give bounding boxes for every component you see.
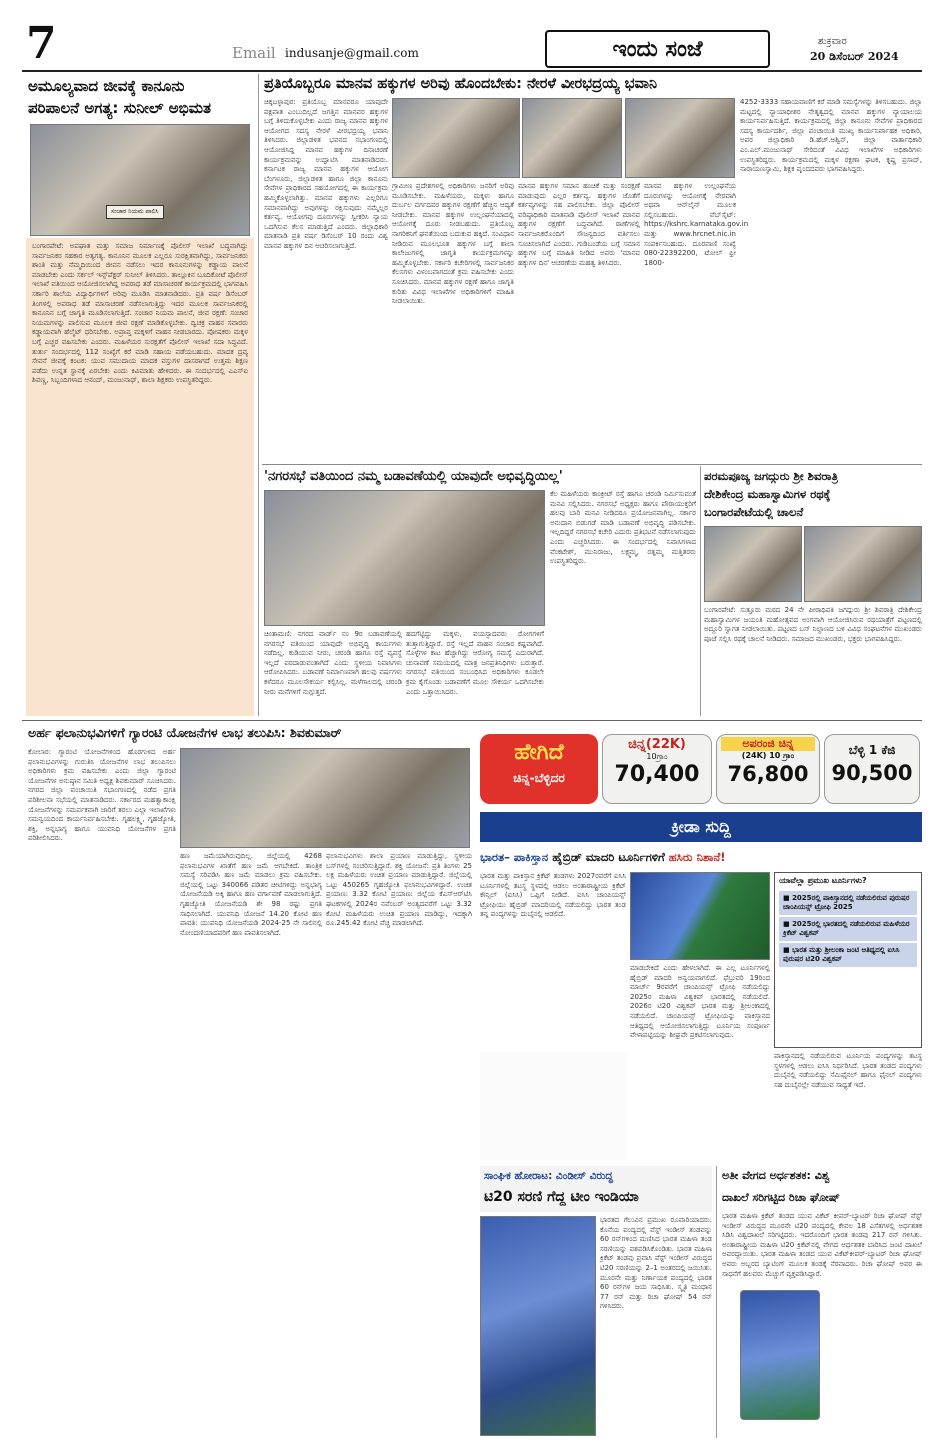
- story4-headline-3: ಬಂಗಾರಪೇಟೆಯಲ್ಲಿ ಚಾಲನೆ: [704, 505, 804, 519]
- sports-section-bar: [480, 812, 922, 842]
- paper-name: ಇಂದು ಸಂಜೆ: [612, 36, 703, 62]
- story1-body: ಬಂಗಾರಪೇಟೆ: ಅಪಘಾತ ಮತ್ತು ಸಮಾಜ ನಿರ್ಮಾಣಕ್ಕೆ ಪೊಲೀಸ್ ಇಲಾಖೆ ಬದ್ಧವಾಗಿದ್ದು ಸಾರ್ವಜನಿಕರ ಸಹಕಾರ ಅತ್ಯಗತ್ಯ. ಕಾನೂನಿನ ಮೂಲಕ ಎಲ್ಲರೂ ಸುರಕ್ಷಿತವಾಗಿದ್ದು, ಸಾರ್ವಜನಿಕರು ಶಾಂತಿ ಮತ್ತು ನೆಮ್ಮದಿಯಿಂದ ಜೀವನ ನಡೆಸಲು ಇದರ ಕಾನೂನುಗಳನ್ನು ಕಡ್ಡಾಯ ಪಾಲನೆ ಮಾಡಬೇಕು ಎಂದು ಸರ್ಕಲ್ ಇನ್ಸ್‌ಪೆಕ್ಟರ್ ಸುನೀಲ್ ತಿಳಿಸಿದರು. ತಾಲ್ಲೂಕಿನ ಬೂದಿಕೋಟೆ ಪೊಲೀಸ್ ಇಲಾಖೆ ವತಿಯಿಂದ ಆಯೋಜಿಸಲಾಗಿದ್ದ ಅಪರಾಧ ತಡೆ ಮಾಸಾಚರಣೆ ಕಾರ್ಯಕ್ರಮದಲ್ಲಿ ಭಾಗವಹಿಸಿ ಸರ್ಕಾರಿ ಶಾಲೆಯ ವಿದ್ಯಾರ್ಥಿಗಳಿಗೆ ಅರಿವು ಮೂಡಿಸಿ ಮಾತನಾಡಿದರು. ಪ್ರತಿ ವರ್ಷ ಡಿಸೆಂಬರ್ ತಿಂಗಳಲ್ಲಿ ಅಪರಾಧ ತಡೆ ಮಾಸಾಚರಣೆ ನಡೆಸಲಾಗುತ್ತಿದ್ದು ಇದರ ಮೂಲಕ ಸಾರ್ವಜನಿಕರಲ್ಲಿ ಕಾನೂನಿನ ಬಗ್ಗೆ ಜಾಗೃತಿ ಮೂಡಿಸಲಾಗುತ್ತಿದೆ. ಸಂಚಾರ ನಿಯಮ ಪಾಲನೆ, ಜೀವ ರಕ್ಷಣೆ: ಸಂಚಾರ ನಿಯಮಗಳನ್ನು ಪಾಲಿಸುವ ಮೂಲಕ ಜೀವ ರಕ್ಷಣೆ ಮಾಡಿಕೊಳ್ಳಬೇಕು. ದ್ವಿಚಕ್ರ ವಾಹನ ಸವಾರರು ಕಡ್ಡಾಯವಾಗಿ ಹೆಲ್ಮೆಟ್ ಧರಿಸಬೇಕು. ಅಪ್ರಾಪ್ತ ಮಕ್ಕಳಿಗೆ ವಾಹನ ನೀಡಬಾರದು. ಪೋಷಕರು ಮಕ್ಕಳ ಬಗ್ಗೆ ಎಚ್ಚರ ವಹಿಸಬೇಕು ಎಂದರು. ಮಹಿಳೆಯರ ಸುರಕ್ಷತೆಗೆ ಪೊಲೀಸ್ ಇಲಾಖೆ ಸದಾ ಸಿದ್ಧವಿದೆ. ತುರ್ತು ಸಂದರ್ಭದಲ್ಲಿ 112 ಸಂಖ್ಯೆಗೆ ಕರೆ ಮಾಡಿ ಸಹಾಯ ಪಡೆಯಬಹುದು. ಮಾದಕ ದ್ರವ್ಯ ಸೇವನೆ ಜೀವಕ್ಕೆ ಕಂಟಕ: ಯುವ ಸಮುದಾಯ ಮಾದಕ ವಸ್ತುಗಳ ದಾಸರಾಗದೆ ಉತ್ತಮ ಶಿಕ್ಷಣ ಪಡೆದು ಉನ್ನತ ಸ್ಥಾನಕ್ಕೆ ಏರಬೇಕು ಎಂದು ಕಿವಿಮಾತು ಹೇಳಿದರು. ಈ ಸಂದರ್ಭದಲ್ಲಿ ಎಎಸ್‌ಐ ಶಿವಣ್ಣ, ಸಿಬ್ಬಂದಿಗಳಾದ ಆನಂದ್, ಮಂಜುನಾಥ್, ಶಾಲಾ ಶಿಕ್ಷಕರು ಉಪಸ್ಥಿತರಿದ್ದರು.: [32, 242, 248, 385]
- gold-24k-unit: (24K) 10 ಗ್ರಾಂ: [741, 751, 795, 760]
- gold-24k-box: [716, 734, 820, 804]
- gold-22k-label: ಚಿನ್ನ(22K): [628, 737, 686, 752]
- sports2-headline-box: [480, 1166, 712, 1212]
- sports-box-item: [779, 891, 917, 915]
- sports-headline: [480, 848, 922, 866]
- story5-col2: ಹಣ ಜಮೆಯಾಗಿರುವುದಿಲ್ಲ. ಜಿಲ್ಲೆಯಲ್ಲಿ 4268 ಫಲಾನುಭವಿಗಳ ಖಾತೆಗೆ ಹಣ ಜಮೆ ಆಗಬೇಕಿದೆ. ತಾಂತ್ರಿಕ ಸಮಸ್ಯೆ ಸರಿಪಡಿಸಿ ಹಣ ಜಮೆ ಮಾಡಲು ಕ್ರಮ ವಹಿಸಬೇಕು. ಜಿಲ್ಲೆಯಲ್ಲಿ ಒಟ್ಟು 340066 ಪಡಿತರ ಚೀಟಿಗಳಿದ್ದು ಅನ್ನಭಾಗ್ಯ ಯೋಜನೆಯಡಿ ಅಕ್ಕಿ ಹಾಗೂ ಹಣ ವರ್ಗಾವಣೆ ಮಾಡಲಾಗುತ್ತಿದೆ. ಗೃಹಜ್ಯೋತಿ ಯೋಜನೆಯಡಿ ಶೇ 98 ರಷ್ಟು ಪ್ರಗತಿ ಸಾಧಿಸಲಾಗಿದೆ. ಯುವನಿಧಿ ಯೋಜನೆ 14.20 ಕೋಟಿ ಹಣ ಪಾವತಿ: ಯುವನಿಧಿ ಯೋಜನೆಯಡಿ 2024-25 ನೇ ಸಾಲಿನಲ್ಲಿ ನೋಂದಣಿಯಾದವರಿಗೆ ಹಣ ಪಾವತಿಸಲಾಗಿದೆ.: [180, 852, 322, 937]
- sports-box-item: [779, 917, 917, 941]
- sports3-photo: [740, 1290, 820, 1420]
- gold-24k-value: 76,800: [727, 762, 809, 786]
- silver-label: ಬೆಳ್ಳಿ 1 ಕೆಜಿ: [848, 743, 896, 757]
- sports-col1: ಭಾರತ ಮತ್ತು ಪಾಕಿಸ್ತಾನ ಕ್ರಿಕೆಟ್ ತಂಡಗಳು 2027ರವರೆಗೆ ಐಸಿಸಿ ಟೂರ್ನಿಗಳಲ್ಲಿ ತಟಸ್ಥ ಸ್ಥಳದಲ್ಲಿ ಆಡಲು ಅಂತಾರಾಷ್ಟ್ರೀಯ ಕ್ರಿಕೆಟ್ ಕೌನ್ಸಿಲ್ (ಐಸಿಸಿ) ಒಪ್ಪಿಗೆ ನೀಡಿದೆ. ಐಸಿಸಿ ಚಾಂಪಿಯನ್ಸ್ ಟ್ರೋಫಿಯು ಹೈಬ್ರಿಡ್ ಮಾದರಿಯಲ್ಲಿ ನಡೆಯಲಿದ್ದು ಭಾರತ ತಂಡ ತನ್ನ ಪಂದ್ಯಗಳನ್ನು ದುಬೈನಲ್ಲಿ ಆಡಲಿದೆ.: [480, 872, 626, 919]
- story1-photo: [30, 124, 250, 236]
- sports-box-bullet-icon: ■: [783, 920, 793, 928]
- sports-box-title: ಯಾವೆಲ್ಲಾ ಪ್ರಮುಖ ಟೂರ್ನಿಗಳು?: [775, 873, 921, 889]
- sports-headline-part1: ಭಾರತ– ಪಾಕಿಸ್ತಾನ: [480, 850, 549, 864]
- sports-headline-part2: ಹೈಬ್ರಿಡ್ ಮಾದರಿ ಟೂರ್ನಿಗಳಿಗೆ: [552, 850, 665, 864]
- story4-headline-2: ದೇಶಿಕೇಂದ್ರ ಮಹಾಸ್ವಾಮಿಗಳ ರಥಕ್ಕೆ: [704, 487, 831, 501]
- sports2-divider: [716, 1166, 717, 1438]
- page-number: 7: [26, 18, 57, 69]
- story1-headline-2: ಪರಿಪಾಲನೆ ಅಗತ್ಯ: ಸುನೀಲ್ ಅಭಿಮತ: [28, 99, 211, 117]
- gold-title-2: ಚಿನ್ನ-ಬೆಳ್ಳಿದರ: [513, 771, 565, 785]
- gold-title-1: ಹೇಗಿದೆ: [514, 740, 564, 765]
- story3-headline: 'ನಗರಸಭೆ ವತಿಯಿಂದ ನಮ್ಮ ಬಡಾವಣೆಯಲ್ಲಿ ಯಾವುದೇ ಅಭಿವೃದ್ಧಿಯಿಲ್ಲ': [264, 469, 563, 484]
- email-label: Email: [232, 44, 276, 62]
- story3-col3: ಕೆಲ ಮಹಿಳೆಯರು ಕಾಂಕ್ರೀಟ್ ರಸ್ತೆ ಹಾಗೂ ಚರಂಡಿ ನಿರ್ಮಿಸುವಂತೆ ಮನವಿ ಸಲ್ಲಿಸಿದರು. ನಗರಸಭೆ ಅಧ್ಯಕ್ಷರು ಹಾಗೂ ಪೌರಾಯುಕ್ತರಿಗೆ ಹಲವು ಬಾರಿ ಮನವಿ ನೀಡಿದರೂ ಪ್ರಯೋಜನವಾಗಿಲ್ಲ. ಸರ್ಕಾರ ಅನುದಾನ ಬಿಡುಗಡೆ ಮಾಡಿ ಬಡಾವಣೆ ಅಭಿವೃದ್ಧಿ ಪಡಿಸಬೇಕು. ಇಲ್ಲದಿದ್ದರೆ ನಗರಸಭೆ ಕಚೇರಿ ಎದುರು ಪ್ರತಿಭಟನೆ ನಡೆಸಲಾಗುವುದು ಎಂದು ಎಚ್ಚರಿಸಿದರು. ಈ ಸಂದರ್ಭದಲ್ಲಿ ನಿವಾಸಿಗಳಾದ ವೆಂಕಟೇಶ್, ಮುನಿರಾಜು, ಲಕ್ಷ್ಮಮ್ಮ, ರತ್ನಮ್ಮ ಮತ್ತಿತರರು ಉಪಸ್ಥಿತರಿದ್ದರು.: [550, 490, 696, 566]
- sports-section-title: ಕ್ರೀಡಾ ಸುದ್ದಿ: [671, 817, 731, 836]
- story5-col3: ಫಲಾನುಭವಿಗಳು ಶಾಲಾ ಪ್ರಯಾಣ ಮಾಡುತ್ತಿದ್ದು, ಸ್ಥಳೀಯ ಬಸ್‌ಗಳಲ್ಲಿ ಸಂಚರಿಸುತ್ತಿದ್ದಾರೆ. ಶಕ್ತಿ ಯೋಜನೆ: ಪ್ರತಿ ತಿಂಗಳು 25 ಲಕ್ಷ ಮಹಿಳೆಯರು ಉಚಿತ ಪ್ರಯಾಣ ಮಾಡುತ್ತಿದ್ದಾರೆ. ಜಿಲ್ಲೆಯಲ್ಲಿ ಒಟ್ಟು 450265 ಗೃಹಜ್ಯೋತಿ ಫಲಾನುಭವಿಗಳಿದ್ದಾರೆ. ಉಚಿತ ಪ್ರಯಾಣ: 3.32 ಕೋಟಿ ಪ್ರಯಾಣ: ಜಿಲ್ಲೆಯ ಕೆಎಸ್ಆರ್‌ಟಿಸಿ ಘಟಕಗಳಲ್ಲಿ 2024ರ ನವೆಂಬರ್ ಅಂತ್ಯದವರೆಗೆ ಒಟ್ಟು 3.32 ಕೋಟಿ ಮಹಿಳೆಯರು ಉಚಿತ ಪ್ರಯಾಣ ಮಾಡಿದ್ದು, ಇದಕ್ಕಾಗಿ ರೂ.245.42 ಕೋಟಿ ವೆಚ್ಚ ಮಾಡಲಾಗಿದೆ.: [326, 852, 472, 928]
- gold-rate-box: [480, 734, 598, 804]
- story2-col5: 4252-3333 ಸಹಾಯವಾಣಿಗೆ ಕರೆ ಮಾಡಿ ಸಮಸ್ಯೆಗಳನ್ನು ತಿಳಿಸಬಹುದು. ಜಿಲ್ಲಾ ಮಟ್ಟದಲ್ಲಿ ನ್ಯಾಯಾಧೀಶರ ನೇತೃತ್ವದಲ್ಲಿ ಮಾನವ ಹಕ್ಕುಗಳ ನ್ಯಾಯಾಲಯ ಕಾರ್ಯನಿರ್ವಹಿಸುತ್ತಿದೆ. ಕಾರ್ಯಕ್ರಮದಲ್ಲಿ ಜಿಲ್ಲಾ ಕಾನೂನು ಸೇವೆಗಳ ಪ್ರಾಧಿಕಾರದ ಸದಸ್ಯ ಕಾರ್ಯದರ್ಶಿ, ಜಿಲ್ಲಾ ಪಂಚಾಯಿತಿ ಮುಖ್ಯ ಕಾರ್ಯನಿರ್ವಾಹಕ ಅಧಿಕಾರಿ, ಅಪರ ಜಿಲ್ಲಾಧಿಕಾರಿ ಡಿ.ಹೆಚ್.ಅಶ್ವಿನ್, ಜಿಲ್ಲಾ ವಾರ್ತಾಧಿಕಾರಿ ಎಂ.ಎಲ್.ಮಂಜುನಾಥ್ ಸೇರಿದಂತೆ ವಿವಿಧ ಇಲಾಖೆಗಳ ಅಧಿಕಾರಿಗಳು ಉಪಸ್ಥಿತರಿದ್ದರು. ಕಾರ್ಯಕ್ರಮದಲ್ಲಿ ಮಕ್ಕಳ ರಕ್ಷಣಾ ಘಟಕ, ಕೃಷ್ಣ ಪ್ರಸಾದ್, ನಾರಾಯಣಸ್ವಾಮಿ, ಶಿಕ್ಷಕ ವೃಂದದವರು ಭಾಗವಹಿಸಿದ್ದರು.: [740, 98, 922, 174]
- story2-col1: ಚಿಕ್ಕಬಳ್ಳಾಪುರ: ಪ್ರತಿಯೊಬ್ಬ ಮಾನವರೂ ಯಾವುದೇ ಪಕ್ಷಪಾತ ಎಂಬುದಿಲ್ಲದೆ ಜಗತ್ತಿನ ಮಾನವರ ಹಕ್ಕುಗಳ ಬಗ್ಗೆ ತಿಳಿದುಕೊಳ್ಳಬೇಕು ಎಂದು ರಾಜ್ಯ ಮಾನವ ಹಕ್ಕುಗಳ ಆಯೋಗದ ಸದಸ್ಯ ನೇರಳೆ ವೀರಭದ್ರಯ್ಯ ಭವಾನಿ ತಿಳಿಸಿದರು. ಜಿಲ್ಲಾಡಳಿತ ಭವನದ ಸಭಾಂಗಣದಲ್ಲಿ ಆಯೋಜಿಸಿದ್ದ ಮಾನವ ಹಕ್ಕುಗಳ ದಿನಾಚರಣೆ ಕಾರ್ಯಕ್ರಮವನ್ನು ಉದ್ಘಾಟಿಸಿ ಮಾತನಾಡಿದರು. ಕರ್ನಾಟಕ ರಾಜ್ಯ ಮಾನವ ಹಕ್ಕುಗಳ ಆಯೋಗ ಬೆಂಗಳೂರು, ಜಿಲ್ಲಾಡಳಿತ ಹಾಗೂ ಜಿಲ್ಲಾ ಕಾನೂನು ಸೇವೆಗಳ ಪ್ರಾಧಿಕಾರದ ಸಹಯೋಗದಲ್ಲಿ ಈ ಕಾರ್ಯಕ್ರಮ ಹಮ್ಮಿಕೊಳ್ಳಲಾಗಿತ್ತು. ಮಾನವ ಹಕ್ಕುಗಳು ಎಲ್ಲರಿಗೂ ಸಮಾನವಾಗಿದ್ದು ಅವುಗಳನ್ನು ರಕ್ಷಿಸುವುದು ನಮ್ಮೆಲ್ಲರ ಕರ್ತವ್ಯ. ಆಯೋಗವು ದೂರುಗಳನ್ನು ಸ್ವೀಕರಿಸಿ ನ್ಯಾಯ ಒದಗಿಸುವ ಕೆಲಸ ಮಾಡುತ್ತಿದೆ ಎಂದರು. ಜಿಲ್ಲಾಧಿಕಾರಿ ಮಾತನಾಡಿ ಪ್ರತಿ ವರ್ಷ ಡಿಸೆಂಬರ್ 10 ರಂದು ವಿಶ್ವ ಮಾನವ ಹಕ್ಕುಗಳ ದಿನ ಆಚರಿಸಲಾಗುತ್ತಿದೆ.: [264, 98, 388, 250]
- email-address[interactable]: indusanje@gmail.com: [285, 46, 419, 60]
- sports-box-item-text: ಭಾರತ ಮತ್ತು ಶ್ರೀಲಂಕಾ ಜಂಟಿ ಆತಿಥ್ಯದಲ್ಲಿ ಐಸಿಸಿ ಪುರುಷರ ಟಿ20 ವಿಶ್ವಕಪ್: [783, 946, 900, 963]
- weekday: ಶುಕ್ರವಾರ: [818, 36, 847, 47]
- sports-box-bullet-icon: ■: [783, 894, 793, 902]
- gold-22k-value: 70,400: [614, 762, 700, 787]
- story3-photo: [264, 490, 545, 626]
- story2-bottom-rule: [262, 464, 922, 465]
- story4-photo-1: [704, 526, 802, 602]
- story2-photo-1: [392, 98, 520, 178]
- issue-date: 20 ಡಿಸೆಂಬರ್ 2024: [810, 50, 899, 63]
- story2-photo-3: [625, 98, 735, 178]
- sports-photo: [630, 872, 770, 960]
- masthead-rule: [22, 70, 922, 72]
- sports-box-item: [779, 943, 917, 967]
- story2-col3: ಮಾನವ ಹಕ್ಕುಗಳ ಸಮಾನ ಹಂಚಿಕೆ ಮತ್ತು ಸಂರಕ್ಷಣೆ ಮಾಡುವುದು ಎಲ್ಲರ ಕರ್ತವ್ಯ. ಹಕ್ಕುಗಳ ಜೊತೆಗೆ ಕರ್ತವ್ಯಗಳನ್ನು ಸಹ ಪಾಲಿಸಬೇಕು. ಜಿಲ್ಲಾ ಪೊಲೀಸ್ ವರಿಷ್ಠಾಧಿಕಾರಿ ಮಾತನಾಡಿ ಪೊಲೀಸ್ ಇಲಾಖೆ ಮಾನವ ಹಕ್ಕುಗಳ ರಕ್ಷಣೆಗೆ ಬದ್ಧವಾಗಿದೆ. ಠಾಣೆಗಳಲ್ಲಿ ಸಾರ್ವಜನಿಕರೊಂದಿಗೆ ಸೌಜನ್ಯದಿಂದ ವರ್ತಿಸಲು ಸೂಚಿಸಲಾಗಿದೆ ಎಂದರು. ಗುಡಿಬಂಡೆಯ ಬಗ್ಗೆ ಸಮಾನ ಹಕ್ಕುಗಳ ಬಗ್ಗೆ ಮಾಹಿತಿ ನೀಡಿದ ಅವರು 'ಮಾನವ ಹಕ್ಕುಗಳ ದಿನ' ಆಚರಣೆಯ ಮಹತ್ವ ತಿಳಿಸಿದರು.: [518, 182, 640, 267]
- sports2-photo: [480, 1216, 596, 1436]
- sports-box-item-text: 2025ರಲ್ಲಿ ಭಾರತದಲ್ಲಿ ನಡೆಯಲಿರುವ ಮಹಿಳೆಯರ ಕ್ರಿಕೆಟ್ ವಿಶ್ವಕಪ್: [783, 920, 910, 937]
- story4-headline-1: ಪರಮಪೂಜ್ಯ ಜಗದ್ಗುರು ಶ್ರೀ ಶಿವರಾತ್ರಿ: [704, 469, 839, 483]
- sports3-body: ಭಾರತ ಮಹಿಳಾ ಕ್ರಿಕೆಟ್ ತಂಡದ ಯುವ ವಿಕೆಟ್ ಕೀಪರ್-ಬ್ಯಾಟರ್ ರಿಚಾ ಘೋಷ್ ವೆಸ್ಟ್ ಇಂಡೀಸ್ ವಿರುದ್ಧದ ಮೂರನೇ ಟಿ20 ಪಂದ್ಯದಲ್ಲಿ ಕೇವಲ 18 ಎಸೆತಗಳಲ್ಲಿ ಅರ್ಧಶತಕ ಸಿಡಿಸಿ ವಿಶ್ವದಾಖಲೆ ಸರಿಗಟ್ಟಿದರು. ಇದರೊಂದಿಗೆ ಭಾರತ ತಂಡವು 217 ರನ್ ಗಳಿಸಿತು. ಅಂತಾರಾಷ್ಟ್ರೀಯ ಮಹಿಳಾ ಟಿ20 ಕ್ರಿಕೆಟ್‌ನಲ್ಲಿ ವೇಗದ ಅರ್ಧಶತಕ ಬಾರಿಸಿದ ಜಂಟಿ ದಾಖಲೆ ಅವರದ್ದಾಯಿತು. ಭಾರತ ಮಹಿಳಾ ತಂಡದ ಯುವ ವಿಕೆಟ್‌ಕೀಪರ್-ಬ್ಯಾಟರ್ ರಿಚಾ ಘೋಷ್ ಅವರು ಅಬ್ಬರದ ಬ್ಯಾಟಿಂಗ್ ಮೂಲಕ ತಂಡಕ್ಕೆ ನೆರವಾದರು. ರಿಚಾ ಘೋಷ್ ಅವರ ಈ ಸಾಧನೆಗೆ ಹಲವರು ಮೆಚ್ಚುಗೆ ವ್ಯಕ್ತಪಡಿಸಿದ್ದಾರೆ.: [722, 1212, 922, 1278]
- story5-photo: [180, 748, 470, 848]
- sports-col1b: [480, 1052, 626, 1160]
- story1-divider: [258, 74, 259, 716]
- sports-box-bullet-icon: ■: [783, 946, 793, 954]
- sports-headline-part3: ಹಸಿರು ನಿಶಾನೆ!: [668, 850, 726, 864]
- sports3-headline-1: ಅತೀ ವೇಗದ ಅರ್ಧಶತಕ: ವಿಶ್ವ: [722, 1169, 830, 1182]
- gold-22k-unit: 10ಗ್ರಾಂ: [646, 752, 668, 761]
- sports-col3: ಪಾಕಿಸ್ತಾನದಲ್ಲಿ ನಡೆಯಲಿರುವ ಟೂರ್ನಿಯ ಪಂದ್ಯಗಳನ್ನು ತಟಸ್ಥ ಸ್ಥಳಗಳಲ್ಲಿ ಆಡಲು ಐಸಿಸಿ ನಿರ್ಧರಿಸಿದೆ. ಭಾರತ ತಂಡದ ಪಂದ್ಯಗಳು ದುಬೈನಲ್ಲಿ ನಡೆಯಲಿದ್ದು ಸೆಮಿಫೈನಲ್ ಹಾಗೂ ಫೈನಲ್ ಪಂದ್ಯಗಳು ಸಹ ದುಬೈನಲ್ಲೇ ನಡೆಯುವ ಸಾಧ್ಯತೆ ಇದೆ.: [774, 1052, 922, 1089]
- sports-box: [774, 872, 922, 1048]
- silver-value: 90,500: [831, 761, 913, 785]
- sports-box-item-text: 2025ರಲ್ಲಿ ಪಾಕಿಸ್ತಾನದಲ್ಲಿ ನಡೆಯಲಿರುವ ಪುರುಷರ ಚಾಂಪಿಯನ್ಸ್ ಟ್ರೋಫಿ 2025: [783, 894, 910, 911]
- story3-col1: ಚಿಂತಾಮಣಿ: ನಗರದ ವಾರ್ಡ್ ನಂ 9ರ ಬಡಾವಣೆಯಲ್ಲಿ ನಗರಸಭೆ ವತಿಯಿಂದ ಯಾವುದೇ ಅಭಿವೃದ್ಧಿ ಕಾರ್ಯಗಳು ನಡೆದಿಲ್ಲ. ಕುಡಿಯುವ ನೀರು, ಚರಂಡಿ ಹಾಗೂ ರಸ್ತೆ ವ್ಯವಸ್ಥೆ ಇಲ್ಲದೆ ಪರದಾಡುವಂತಾಗಿದೆ ಎಂದು ಸ್ಥಳೀಯ ನಿವಾಸಿಗಳು ಆರೋಪಿಸಿದರು. ಬಡಾವಣೆ ನಿರ್ಮಾಣವಾಗಿ ಹಲವು ವರ್ಷಗಳು ಕಳೆದರೂ ಮೂಲಸೌಕರ್ಯ ಕಲ್ಪಿಸಿಲ್ಲ. ಮಳೆಗಾಲದಲ್ಲಿ ಚರಂಡಿ ನೀರು ಮನೆಗಳಿಗೆ ನುಗ್ಗುತ್ತದೆ.: [264, 630, 402, 696]
- story2-col2: ಗ್ರಾಮೀಣ ಪ್ರದೇಶಗಳಲ್ಲಿ ಅಧಿಕಾರಿಗಳು ಜನರಿಗೆ ಅರಿವು ಮೂಡಿಸಬೇಕು. ಮಹಿಳೆಯರು, ಮಕ್ಕಳು ಹಾಗೂ ದುರ್ಬಲ ವರ್ಗದವರ ಹಕ್ಕುಗಳ ರಕ್ಷಣೆಗೆ ಹೆಚ್ಚಿನ ಆದ್ಯತೆ ನೀಡಬೇಕು. ಮಾನವ ಹಕ್ಕುಗಳ ಉಲ್ಲಂಘನೆಯಾದಲ್ಲಿ ಆಯೋಗಕ್ಕೆ ದೂರು ನೀಡಬಹುದು. ಪ್ರತಿಯೊಬ್ಬ ನಾಗರಿಕನಿಗೆ ಘನತೆಯಿಂದ ಬದುಕುವ ಹಕ್ಕಿದೆ. ಸಂವಿಧಾನ ನೀಡಿರುವ ಮೂಲಭೂತ ಹಕ್ಕುಗಳ ಬಗ್ಗೆ ಶಾಲಾ ಕಾಲೇಜುಗಳಲ್ಲಿ ಜಾಗೃತಿ ಕಾರ್ಯಕ್ರಮಗಳನ್ನು ಹಮ್ಮಿಕೊಳ್ಳಬೇಕು. ಸರ್ಕಾರಿ ಕಚೇರಿಗಳಲ್ಲಿ ಸಾರ್ವಜನಿಕರ ಕೆಲಸಗಳು ವಿಳಂಬವಾಗದಂತೆ ಕ್ರಮ ವಹಿಸಬೇಕು ಎಂದು ಸೂಚಿಸಿದರು. ಮಾನವ ಹಕ್ಕುಗಳ ರಕ್ಷಣೆ ಹಾಗೂ ಜಾಗೃತಿ ಕುರಿತು ವಿವಿಧ ಇಲಾಖೆಗಳ ಅಧಿಕಾರಿಗಳಿಗೆ ಮಾಹಿತಿ ನೀಡಲಾಯಿತು.: [392, 182, 514, 306]
- sports2-headline-1: ಸಾಂಘಿಕ ಹೋರಾಟ: ವಿಂಡೀಸ್ ವಿರುದ್ಧ: [484, 1170, 613, 1182]
- gold-24k-label: ಅಪರಂಜಿ ಚಿನ್ನ: [721, 737, 815, 751]
- sports-col2: ಮಾಡಬೇಕಿದೆ ಎಂದು ಹೇಳಲಾಗಿದೆ. ಈ ಎಲ್ಲ ಟೂರ್ನಿಗಳಲ್ಲಿ ಹೈಬ್ರಿಡ್ ಮಾದರಿ ಅನ್ವಯವಾಗಲಿದೆ. ಫೆಬ್ರುವರಿ 19ರಿಂದ ಮಾರ್ಚ್ 9ರವರೆಗೆ ಚಾಂಪಿಯನ್ಸ್ ಟ್ರೋಫಿ ನಡೆಯಲಿದ್ದು 2025ರ ಮಹಿಳಾ ವಿಶ್ವಕಪ್ ಭಾರತದಲ್ಲಿ ನಡೆಯಲಿದೆ. 2026ರ ಟಿ20 ವಿಶ್ವಕಪ್ ಭಾರತ ಮತ್ತು ಶ್ರೀಲಂಕಾದಲ್ಲಿ ನಡೆಯಲಿದೆ. ಚಾಂಪಿಯನ್ಸ್ ಟ್ರೋಫಿಯನ್ನು ಪಾಕಿಸ್ತಾನದ ಆತಿಥ್ಯದಲ್ಲಿ ಆಯೋಜಿಸಲಾಗುತ್ತಿದ್ದು ಟೂರ್ನಿಯ ಸಂಪೂರ್ಣ ವೇಳಾಪಟ್ಟಿಯನ್ನು ಶೀಘ್ರವೇ ಪ್ರಕಟಿಸಲಾಗುವುದು.: [630, 964, 770, 1040]
- story1-banner: ಸಂಚಾರ ನಿಯಮ ಪಾಲಿಸಿ: [106, 205, 164, 219]
- story1-headline-1: ಅಮೂಲ್ಯವಾದ ಜೀವಕ್ಕೆ ಕಾನೂನು: [28, 77, 185, 95]
- masthead-logo: [545, 30, 770, 68]
- story3-divider: [700, 466, 701, 716]
- story2-photo-2: [522, 98, 622, 178]
- story2-headline: ಪ್ರತಿಯೊಬ್ಬರೂ ಮಾನವ ಹಕ್ಕುಗಳ ಅರಿವು ಹೊಂದಬೇಕು: ನೇರಳೆ ವೀರಭದ್ರಯ್ಯ ಭವಾನಿ: [264, 76, 658, 92]
- sports2-col1: ಭಾರತದ ಗೆಲುವಿನ ಪ್ರಮುಖ ರೂವಾರಿಯಾದರು. ಕೊನೆಯ ಪಂದ್ಯದಲ್ಲಿ ವೆಸ್ಟ್ ಇಂಡೀಸ್ ತಂಡವನ್ನು 60 ರನ್‌ಗಳಿಂದ ಮಣಿಸಿದ ಭಾರತ ಮಹಿಳಾ ತಂಡ ಸರಣಿಯನ್ನು ವಶಪಡಿಸಿಕೊಂಡಿತು. ಭಾರತ ಮಹಿಳಾ ಕ್ರಿಕೆಟ್ ತಂಡವು ಪ್ರವಾಸಿ ವೆಸ್ಟ್ ಇಂಡೀಸ್ ವಿರುದ್ಧದ ಟಿ20 ಸರಣಿಯನ್ನು 2–1 ಅಂತರದಲ್ಲಿ ಜಯಿಸಿತು. ಮೂರನೇ ಮತ್ತು ನಿರ್ಣಾಯಕ ಪಂದ್ಯದಲ್ಲಿ ಭಾರತ 60 ರನ್‌ಗಳ ಜಯ ಸಾಧಿಸಿತು. ಸ್ಮೃತಿ ಮಂಧಾನ 77 ರನ್ ಮತ್ತು ರಿಚಾ ಘೋಷ್ 54 ರನ್ ಗಳಿಸಿದರು.: [600, 1216, 712, 1311]
- story4-photo-2: [804, 526, 922, 602]
- gold-22k-box: [602, 734, 712, 804]
- story4-body: ಬಂಗಾರಪೇಟೆ: ಸುತ್ತೂರು ಮಠದ 24 ನೇ ಪೀಠಾಧಿಪತಿ ಜಗದ್ಗುರು ಶ್ರೀ ಶಿವರಾತ್ರಿ ದೇಶಿಕೇಂದ್ರ ಮಹಾಸ್ವಾಮಿಗಳ ಜಯಂತಿ ಮಹೋತ್ಸವದ ಅಂಗವಾಗಿ ಆಯೋಜಿಸಿರುವ ರಥಯಾತ್ರೆಗೆ ಪಟ್ಟಣದಲ್ಲಿ ಅದ್ದೂರಿ ಸ್ವಾಗತ ನೀಡಲಾಯಿತು. ಪಟ್ಟಣದ ಬಸ್ ನಿಲ್ದಾಣದ ಬಳಿ ವಿವಿಧ ಸಂಘಟನೆಗಳ ಮುಖಂಡರು ಪೂಜೆ ಸಲ್ಲಿಸಿ ರಥಕ್ಕೆ ಚಾಲನೆ ನೀಡಿದರು. ಸಮಾಜದ ಮುಖಂಡರು, ಭಕ್ತರು ಭಾಗವಹಿಸಿದ್ದರು.: [704, 606, 922, 643]
- story5-headline: ಅರ್ಹ ಫಲಾನುಭವಿಗಳಿಗೆ ಗ್ಯಾರಂಟಿ ಯೋಜನೆಗಳ ಲಾಭ ತಲುಪಿಸಿ: ಶಿವಕುಮಾರ್: [28, 725, 342, 740]
- sports2-headline-2: ಟಿ20 ಸರಣಿ ಗೆದ್ದ ಟೀಂ ಇಂಡಿಯಾ: [484, 1189, 639, 1205]
- silver-box: [824, 734, 920, 804]
- story2-col4: ಮಾನವ ಹಕ್ಕುಗಳ ಉಲ್ಲಂಘನೆಯ ದೂರುಗಳನ್ನು ಆಯೋಗಕ್ಕೆ ನೇರವಾಗಿ ಅಥವಾ ಆನ್‌ಲೈನ್ ಮೂಲಕ ಸಲ್ಲಿಸಬಹುದು. ವೆಬ್‌ಸೈಟ್: https://kshrc.karnataka.gov.in ಮತ್ತು www.hrcnet.nic.in ಸಂಪರ್ಕಿಸಬಹುದು. ದೂರವಾಣಿ ಸಂಖ್ಯೆ 080-22392200, ಟೋಲ್ ಫ್ರೀ 1800-: [644, 182, 749, 267]
- page-mid-rule: [22, 720, 922, 721]
- sports3-headline-2: ದಾಖಲೆ ಸರಿಗಟ್ಟಿದ ರಿಚಾ ಘೋಷ್: [722, 1191, 840, 1204]
- story5-col1: ಕೋಲಾರ: ಗ್ಯಾರಂಟಿ ಯೋಜನೆಗಳಿಂದ ಹೊರಗುಳಿದ ಅರ್ಹ ಫಲಾನುಭವಿಗಳನ್ನು ಗುರುತಿಸಿ ಯೋಜನೆಗಳ ಲಾಭ ತಲುಪಿಸಲು ಅಧಿಕಾರಿಗಳು ಕ್ರಮ ವಹಿಸಬೇಕು ಎಂದು ಜಿಲ್ಲಾ ಗ್ಯಾರಂಟಿ ಯೋಜನೆಗಳ ಅನುಷ್ಠಾನ ಸಮಿತಿ ಅಧ್ಯಕ್ಷ ಶಿವಕುಮಾರ್ ಸೂಚಿಸಿದರು. ನಗರದ ಜಿಲ್ಲಾ ಪಂಚಾಯಿತಿ ಸಭಾಂಗಣದಲ್ಲಿ ನಡೆದ ಪ್ರಗತಿ ಪರಿಶೀಲನಾ ಸಭೆಯಲ್ಲಿ ಮಾತನಾಡಿದರು. ಸರ್ಕಾರದ ಮಹತ್ವಾಕಾಂಕ್ಷಿ ಯೋಜನೆಗಳನ್ನು ಸಮರ್ಪಕವಾಗಿ ಜಾರಿಗೆ ತರಲು ಎಲ್ಲಾ ಇಲಾಖೆಗಳು ಸಮನ್ವಯದಿಂದ ಕಾರ್ಯನಿರ್ವಹಿಸಬೇಕು. ಗೃಹಲಕ್ಷ್ಮಿ, ಗೃಹಜ್ಯೋತಿ, ಶಕ್ತಿ, ಅನ್ನಭಾಗ್ಯ ಹಾಗೂ ಯುವನಿಧಿ ಯೋಜನೆಗಳ ಪ್ರಗತಿ ಪರಿಶೀಲಿಸಿದರು.: [28, 748, 176, 843]
- story3-col2: ಹದಗೆಟ್ಟಿದ್ದು ಮಕ್ಕಳು, ವಯಸ್ಸಾದವರು ರೋಗಗಳಿಗೆ ತುತ್ತಾಗುತ್ತಿದ್ದಾರೆ. ರಸ್ತೆ ಇಲ್ಲದೆ ವಾಹನ ಸಂಚಾರ ಕಷ್ಟವಾಗಿದೆ. ಸೊಳ್ಳೆಗಳ ಕಾಟ ಹೆಚ್ಚಾಗಿದ್ದು ಆರೋಗ್ಯ ಸಮಸ್ಯೆ ಎದುರಾಗಿದೆ. ಚುನಾವಣೆ ಸಮಯದಲ್ಲಿ ಮಾತ್ರ ಜನಪ್ರತಿನಿಧಿಗಳು ಬರುತ್ತಾರೆ. ನಗರಸಭೆ ವತಿಯಿಂದ ಸಂಬಂಧಿಸಿದ ಅಧಿಕಾರಿಗಳು ಕೂಡಲೇ ಕ್ರಮ ಕೈಗೊಂಡು ಬಡಾವಣೆಗೆ ಮೂಲ ಸೌಕರ್ಯ ಒದಗಿಸಬೇಕು ಎಂದು ಒತ್ತಾಯಿಸಿದರು.: [406, 630, 544, 696]
